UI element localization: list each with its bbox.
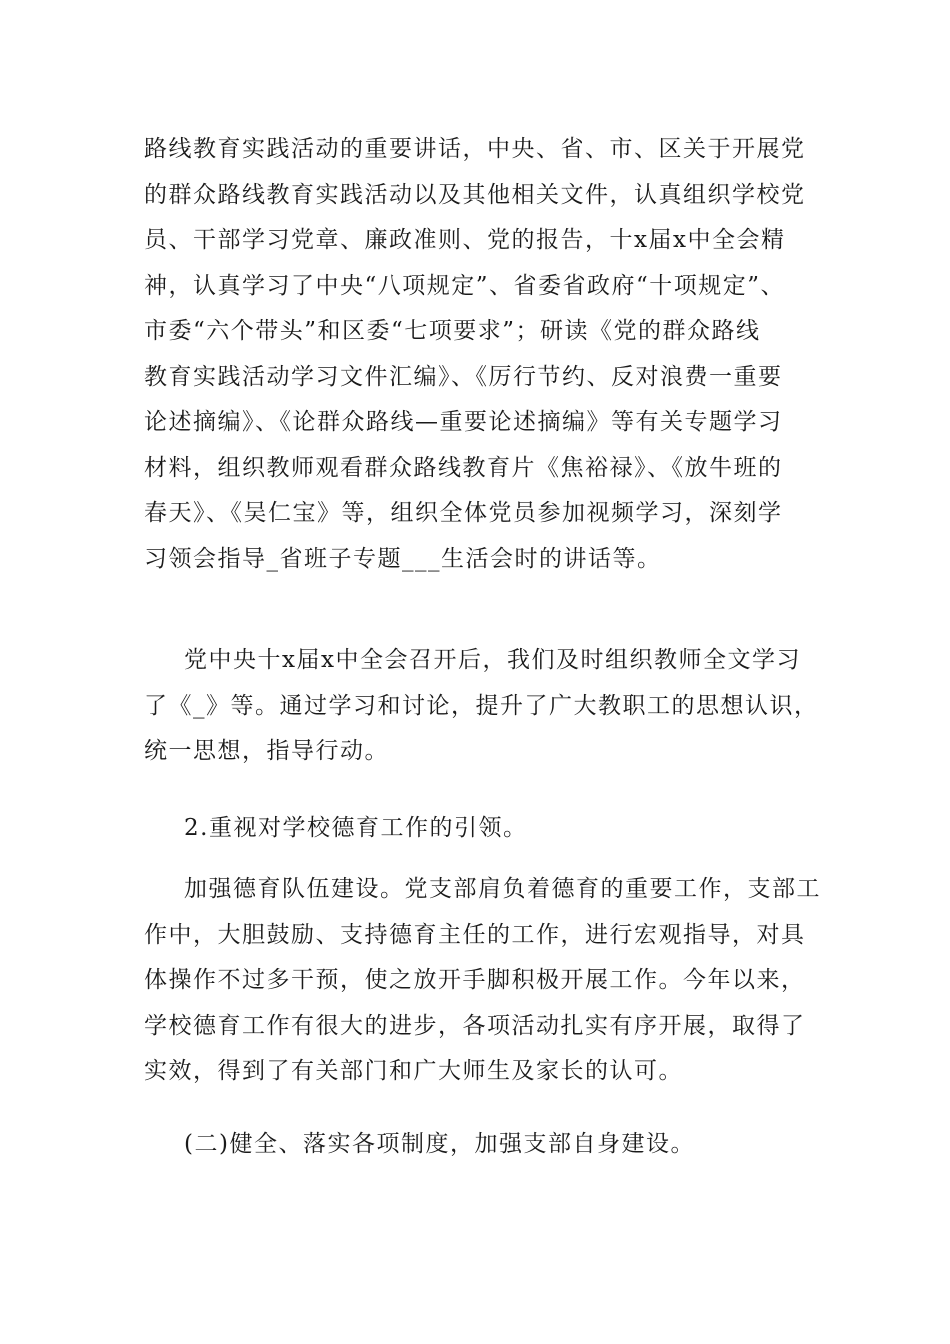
- text-line: (二)健全、落实各项制度，加强支部自身建设。: [184, 1131, 695, 1157]
- text-line: 习领会指导_省班子专题___生活会时的讲话等。: [144, 545, 662, 572]
- section-heading-moral-education: [144, 806, 824, 852]
- paragraph-moral-education-team: [144, 867, 824, 1095]
- paragraph-plenary-study: [144, 638, 824, 775]
- text-line: 员、干部学习党章、廉政准则、党的报告，十x届x中全会精: [144, 227, 786, 253]
- text-line: 统一思想，指导行动。: [144, 738, 389, 764]
- paragraph-study-activities: [144, 127, 824, 582]
- text-line: 神，认真学习了中央“八项规定”、省委省政府“十项规定”、: [144, 272, 786, 299]
- text-line: 春天》、《吴仁宝》等，组织全体党员参加视频学习，深刻学: [144, 500, 783, 526]
- section-heading-systems: [144, 1122, 824, 1168]
- text-line: 加强德育队伍建设。党支部肩负着德育的重要工作，支部工: [184, 876, 821, 902]
- text-line: 党中央十x届x中全会召开后，我们及时组织教师全文学习: [184, 647, 801, 673]
- text-line: 市委“六个带头”和区委“七项要求”；研读《党的群众路线: [144, 318, 761, 344]
- text-line: 材料，组织教师观看群众路线教育片《焦裕禄》、《放牛班的: [144, 454, 783, 481]
- text-line: 作中，大胆鼓励、支持德育主任的工作，进行宏观指导，对具: [144, 921, 806, 948]
- text-line: 学校德育工作有很大的进步，各项活动扎实有序开展，取得了: [144, 1012, 806, 1039]
- text-line: 了《_》等。通过学习和讨论，提升了广大教职工的思想认识，: [144, 692, 819, 719]
- text-line: 的群众路线教育实践活动以及其他相关文件，认真组织学校党: [144, 181, 806, 208]
- text-line: 教育实践活动学习文件汇编》、《厉行节约、反对浪费一重要: [144, 363, 783, 390]
- text-line: 2.重视对学校德育工作的引领。: [184, 815, 528, 841]
- text-line: 体操作不过多干预，使之放开手脚积极开展工作。今年以来，: [144, 967, 806, 993]
- text-line: 实效，得到了有关部门和广大师生及家长的认可。: [144, 1058, 683, 1084]
- text-line: 路线教育实践活动的重要讲话，中央、省、市、区关于开展党: [144, 136, 806, 162]
- text-line: 论述摘编》、《论群众路线—重要论述摘编》等有关专题学习: [144, 409, 783, 435]
